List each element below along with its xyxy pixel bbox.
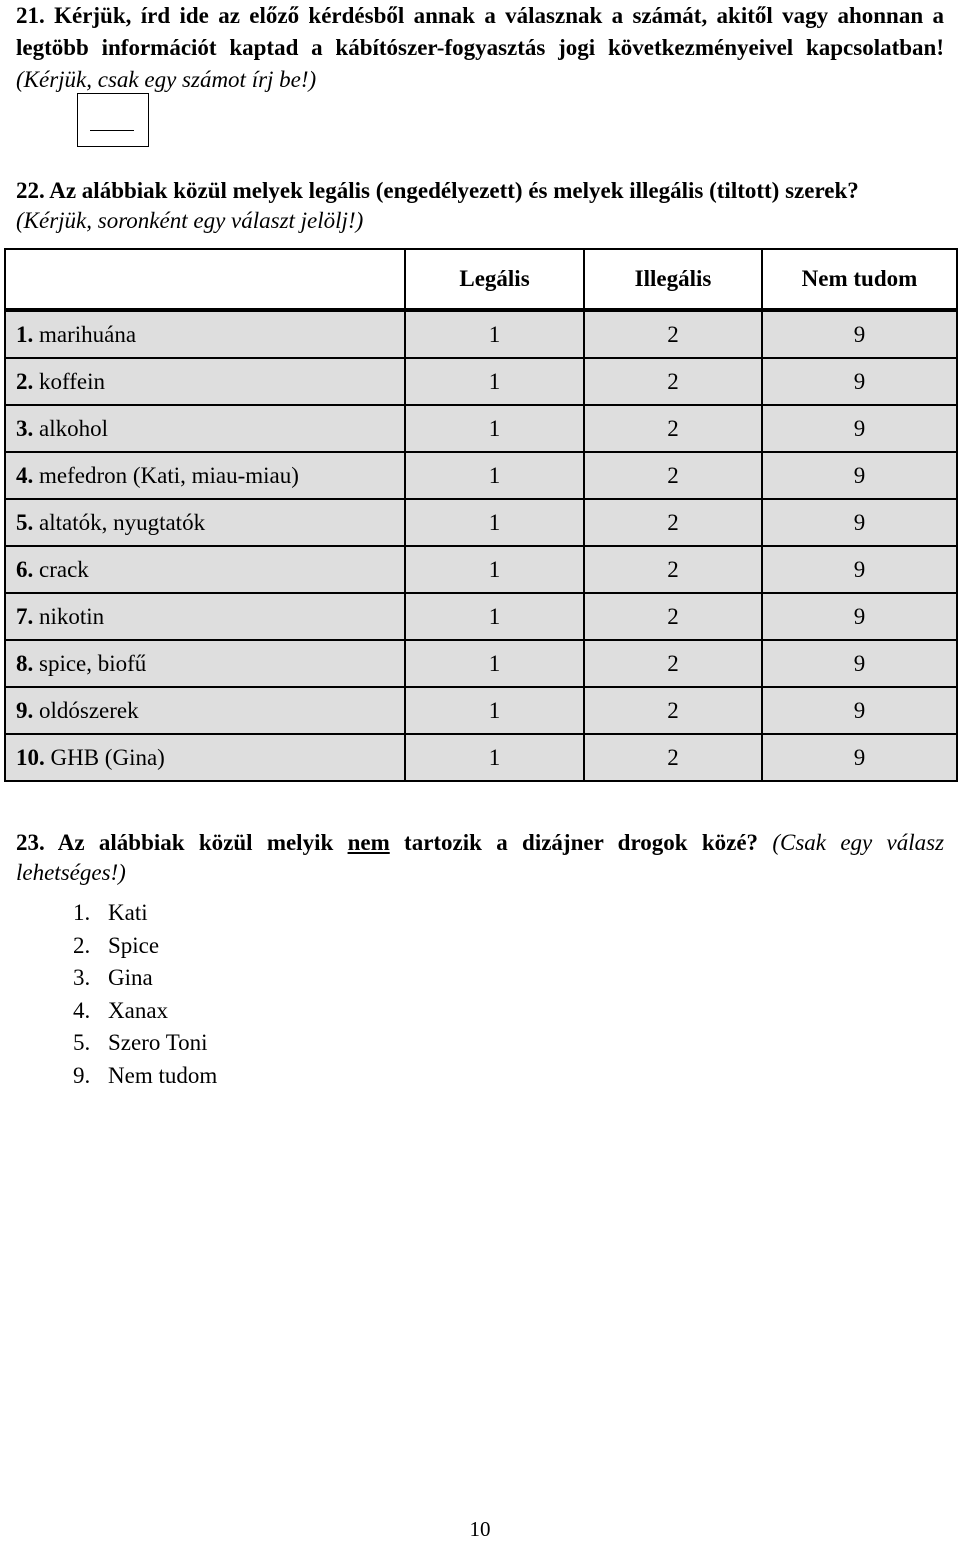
substance-cell	[5, 734, 405, 781]
option-illegal[interactable]: 2	[584, 310, 762, 358]
row-number: 9.	[16, 697, 34, 723]
table-row	[5, 310, 957, 358]
substance-cell	[5, 499, 405, 546]
question-21-title: 21. Kérjük, írd ide az előző kérdésből annak a válasznak a számát, akitől vagy ahonnan a legtöbb információt kaptad a kábítószer-fogyasztás jogi következményeivel kapcsolatban!	[16, 3, 944, 60]
column-header-legal: Legális	[405, 249, 584, 310]
row-number: 10.	[16, 744, 45, 770]
option-number: 5.	[73, 1030, 91, 1055]
option-legal[interactable]: 1	[405, 687, 584, 734]
answer-option[interactable]	[73, 1060, 217, 1093]
option-legal[interactable]: 1	[405, 452, 584, 499]
question-23-title-start: 23. Az alábbiak közül melyik	[16, 830, 348, 855]
option-illegal[interactable]: 2	[584, 593, 762, 640]
answer-option[interactable]	[73, 995, 217, 1028]
table-row	[5, 640, 957, 687]
option-label: Kati	[108, 900, 148, 925]
table-row	[5, 405, 957, 452]
substance-cell	[5, 640, 405, 687]
option-illegal[interactable]: 2	[584, 358, 762, 405]
row-number: 7.	[16, 603, 34, 629]
question-23	[16, 828, 944, 888]
table-row	[5, 452, 957, 499]
row-number: 5.	[16, 509, 34, 535]
option-label: Nem tudom	[108, 1062, 218, 1088]
option-dont-know[interactable]: 9	[762, 640, 957, 687]
option-number: 1.	[73, 900, 91, 925]
table-row	[5, 546, 957, 593]
option-number: 4.	[73, 997, 91, 1023]
row-number: 8.	[16, 650, 34, 676]
option-illegal[interactable]: 2	[584, 546, 762, 593]
question-23-title	[16, 830, 758, 855]
option-label: Xanax	[108, 997, 169, 1023]
substance-name: alkohol	[39, 415, 108, 441]
substance-name: altatók, nyugtatók	[39, 509, 206, 535]
option-legal[interactable]: 1	[405, 593, 584, 640]
table-row	[5, 593, 957, 640]
row-number: 6.	[16, 556, 34, 582]
answer-option[interactable]	[73, 1027, 217, 1060]
option-number: 3.	[73, 965, 91, 990]
question-23-options	[73, 897, 217, 1092]
option-illegal[interactable]: 2	[584, 734, 762, 781]
column-header-substance	[5, 249, 405, 310]
page-number: 10	[469, 1517, 491, 1541]
table-body	[5, 310, 957, 781]
question-22-title: 22. Az alábbiak közül melyek legális (engedélyezett) és melyek illegális (tiltott) szerek?	[16, 178, 859, 203]
answer-option[interactable]	[73, 897, 217, 930]
row-number: 4.	[16, 462, 34, 488]
option-dont-know[interactable]: 9	[762, 546, 957, 593]
option-number: 9.	[73, 1062, 91, 1088]
substance-cell	[5, 593, 405, 640]
column-header-dont-know: Nem tudom	[762, 249, 957, 310]
option-legal[interactable]: 1	[405, 734, 584, 781]
answer-option[interactable]	[73, 930, 217, 963]
option-illegal[interactable]: 2	[584, 499, 762, 546]
table-row	[5, 734, 957, 781]
substance-name: GHB (Gina)	[50, 744, 165, 770]
answer-option[interactable]	[73, 962, 217, 995]
option-dont-know[interactable]: 9	[762, 687, 957, 734]
option-illegal[interactable]: 2	[584, 405, 762, 452]
option-legal[interactable]: 1	[405, 405, 584, 452]
option-dont-know[interactable]: 9	[762, 405, 957, 452]
substance-cell	[5, 405, 405, 452]
question-21-hint: (Kérjük, csak egy számot írj be!)	[16, 67, 317, 92]
table-row	[5, 358, 957, 405]
option-label: Spice	[108, 932, 160, 958]
row-number: 3.	[16, 415, 34, 441]
option-dont-know[interactable]: 9	[762, 452, 957, 499]
option-dont-know[interactable]: 9	[762, 310, 957, 358]
substance-name: koffein	[39, 368, 106, 394]
row-number: 1.	[16, 321, 34, 347]
question-22-hint: (Kérjük, soronként egy választ jelölj!)	[16, 208, 364, 233]
option-dont-know[interactable]: 9	[762, 734, 957, 781]
question-23-hint: (Csak egy válasz lehetséges!)	[16, 830, 945, 885]
table-row	[5, 687, 957, 734]
option-illegal[interactable]: 2	[584, 452, 762, 499]
substance-name: oldószerek	[39, 697, 139, 723]
option-illegal[interactable]: 2	[584, 640, 762, 687]
option-number: 2.	[73, 932, 91, 958]
substance-name: mefedron (Kati, miau-miau)	[39, 462, 299, 488]
table-header-row	[5, 249, 957, 310]
option-label: Szero Toni	[108, 1030, 208, 1055]
legality-table	[4, 248, 958, 782]
substance-name: nikotin	[39, 603, 105, 629]
option-legal[interactable]: 1	[405, 358, 584, 405]
option-illegal[interactable]: 2	[584, 687, 762, 734]
option-legal[interactable]: 1	[405, 310, 584, 358]
option-legal[interactable]: 1	[405, 546, 584, 593]
substance-name: marihuána	[39, 321, 137, 347]
option-dont-know[interactable]: 9	[762, 593, 957, 640]
question-21	[16, 0, 944, 96]
substance-cell	[5, 452, 405, 499]
question-23-title-end: tartozik a dizájner drogok közé?	[389, 830, 759, 855]
option-dont-know[interactable]: 9	[762, 358, 957, 405]
question-23-title-emphasis: nem	[347, 830, 390, 855]
substance-cell	[5, 358, 405, 405]
option-dont-know[interactable]: 9	[762, 499, 957, 546]
substance-name: spice, biofű	[39, 650, 147, 676]
substance-name: crack	[39, 556, 89, 582]
option-legal[interactable]: 1	[405, 499, 584, 546]
option-legal[interactable]: 1	[405, 640, 584, 687]
row-number: 2.	[16, 368, 34, 394]
question-21-answer-box[interactable]	[77, 93, 149, 147]
column-header-illegal: Illegális	[584, 249, 762, 310]
question-22	[16, 176, 944, 236]
table-row	[5, 499, 957, 546]
substance-cell	[5, 310, 405, 358]
substance-cell	[5, 546, 405, 593]
substance-cell	[5, 687, 405, 734]
answer-blank-line	[90, 130, 134, 131]
option-label: Gina	[108, 965, 153, 990]
